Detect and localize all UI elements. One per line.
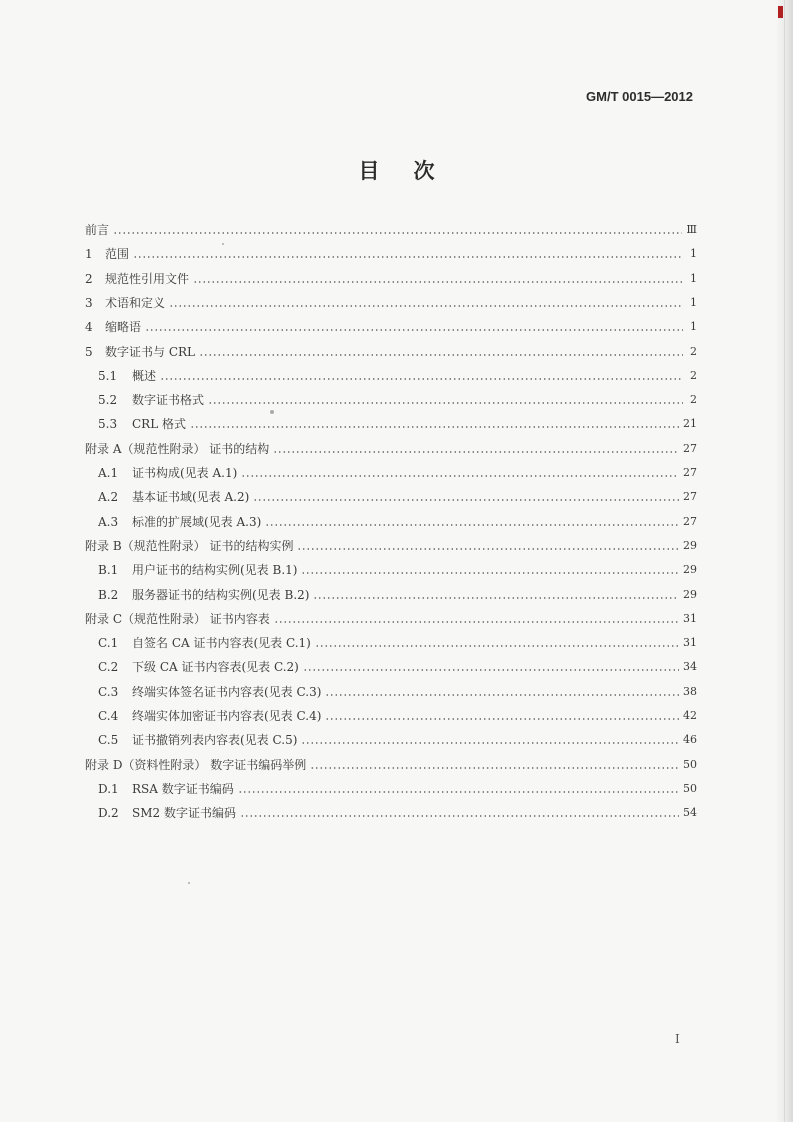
toc-leader-dots (265, 524, 679, 526)
toc-entry-page: 50 (683, 757, 697, 771)
toc-leader-dots (241, 475, 679, 477)
toc-entry (98, 803, 697, 821)
toc-entry (85, 317, 697, 335)
toc-entry-number: A.3 (98, 514, 119, 529)
toc-entry (85, 439, 697, 457)
toc-entry-page: 27 (683, 514, 697, 528)
toc-entry-number: 5.2 (98, 393, 118, 408)
toc-entry-page: 1 (690, 271, 697, 285)
toc-leader-dots (313, 597, 679, 599)
toc-entry-page: 1 (690, 320, 697, 334)
toc-leader-dots (253, 499, 679, 501)
toc-leader-dots (193, 281, 683, 283)
toc-entry-page: 2 (690, 344, 697, 358)
toc-entry-label: 基本证书域(见表 A.2) (132, 490, 250, 505)
toc-entry (85, 609, 697, 627)
toc-leader-dots (169, 305, 683, 307)
toc-leader-dots (160, 378, 683, 380)
toc-entry (98, 706, 697, 724)
toc-entry (85, 342, 697, 360)
toc-leader-dots (297, 548, 679, 550)
toc-entry-label: 数字证书与 CRL (105, 344, 196, 359)
scan-speck (222, 243, 224, 245)
toc-entry-label: 附录 B（规范性附录） 证书的结构实例 (85, 538, 294, 553)
toc-entry-page: 29 (683, 563, 697, 577)
toc-entry-page: 50 (683, 781, 697, 795)
toc-entry-number: B.2 (98, 587, 119, 602)
toc-entry-number: C.3 (98, 684, 119, 699)
toc-entry-number: C.5 (98, 733, 119, 748)
toc-entry (98, 682, 697, 700)
toc-leader-dots (113, 232, 682, 234)
scan-edge-mark (778, 6, 783, 18)
toc-leader-dots (310, 767, 679, 769)
toc-entry (98, 487, 697, 505)
toc-entry (98, 414, 697, 432)
toc-entry (85, 755, 697, 773)
toc-entry (98, 779, 697, 797)
toc-leader-dots (208, 402, 683, 404)
toc-entry-label: 概述 (132, 368, 157, 383)
toc-entry-number: D.1 (98, 781, 119, 796)
toc-entry-page: 31 (683, 636, 697, 650)
toc-entry (98, 512, 697, 530)
toc-entry-page: 29 (683, 538, 697, 552)
toc-leader-dots (325, 718, 679, 720)
toc-entry (85, 536, 697, 554)
toc-entry (98, 366, 697, 384)
toc-entry-number: C.4 (98, 709, 119, 723)
toc-entry-label: 数字证书格式 (132, 393, 205, 408)
toc-entry-label: 缩略语 (105, 320, 142, 335)
toc-entry (85, 269, 697, 287)
toc-leader-dots (274, 621, 679, 623)
toc-leader-dots (145, 329, 683, 331)
toc-entry-number: 2 (85, 271, 93, 286)
toc-entry-label: 标准的扩展域(见表 A.3) (132, 514, 262, 529)
toc-leader-dots (303, 669, 679, 671)
toc-entry-page: 1 (690, 247, 697, 261)
toc-entry-page: Ⅲ (686, 223, 697, 236)
toc-entry-page: 21 (683, 417, 697, 431)
toc-entry-label: 证书撤销列表内容表(见表 C.5) (132, 733, 298, 748)
page-number: I (675, 1032, 680, 1046)
toc-leader-dots (315, 645, 679, 647)
toc-entry-page: 1 (690, 295, 697, 309)
toc-entry-label: CRL 格式 (132, 417, 187, 432)
toc-entry-label: 用户证书的结构实例(见表 B.1) (132, 563, 298, 578)
toc-entry-page: 46 (683, 733, 697, 747)
toc-entry-number: A.1 (98, 466, 119, 480)
toc-leader-dots (240, 815, 679, 817)
toc-entry-page: 2 (690, 393, 697, 407)
toc-entry-label: 自签名 CA 证书内容表(见表 C.1) (132, 636, 311, 651)
toc-entry-number: C.1 (98, 636, 119, 651)
toc-leader-dots (199, 354, 683, 356)
toc-leader-dots (301, 742, 679, 744)
standard-code: GM/T 0015—2012 (586, 89, 693, 104)
toc-entry-number: 4 (85, 320, 93, 335)
toc-leader-dots (190, 426, 679, 428)
toc-leader-dots (273, 451, 679, 453)
toc-entry (98, 657, 697, 675)
toc-entry-page: 2 (690, 368, 697, 382)
toc-entry-number: 3 (85, 295, 93, 310)
toc-entry (98, 633, 697, 651)
toc-entry-label: 下级 CA 证书内容表(见表 C.2) (132, 660, 299, 675)
toc-entry-label: 终端实体签名证书内容表(见表 C.3) (132, 684, 322, 699)
toc-entry-number: 5 (85, 344, 93, 359)
toc-entry-page: 29 (683, 587, 697, 601)
toc-entry-label: 证书构成(见表 A.1) (132, 466, 238, 480)
toc-entry-number: 5.1 (98, 368, 118, 383)
toc-entry-page: 54 (683, 806, 697, 820)
toc-leader-dots (133, 256, 683, 258)
toc-entry (98, 730, 697, 748)
toc-entry-label: 终端实体加密证书内容表(见表 C.4) (132, 709, 322, 723)
scan-speck (270, 410, 274, 414)
toc-leader-dots (301, 572, 679, 574)
toc-leader-dots (325, 694, 679, 696)
toc-entry-label: SM2 数字证书编码 (132, 806, 236, 821)
toc-entry-page: 31 (683, 611, 697, 625)
page-title: 目次 (358, 159, 469, 183)
toc-entry-page: 38 (683, 684, 697, 698)
toc-entry (98, 585, 697, 603)
scan-speck (188, 882, 190, 884)
toc-entry-label: 术语和定义 (105, 295, 166, 310)
toc-entry (98, 560, 697, 578)
toc-entry (85, 293, 697, 311)
toc-entry (98, 463, 697, 481)
toc-entry-number: C.2 (98, 660, 119, 675)
toc-entry-label: 规范性引用文件 (105, 271, 190, 286)
toc-entry-page: 27 (683, 466, 697, 479)
toc-entry-number: A.2 (98, 490, 119, 505)
toc-leader-dots (238, 791, 679, 793)
toc-entry-page: 27 (683, 441, 697, 455)
toc-entry-label: 附录 C（规范性附录） 证书内容表 (85, 611, 270, 626)
toc-entry-label: 前言 (85, 223, 110, 237)
toc-entry (98, 390, 697, 408)
toc-entry-label: 附录 D（资料性附录） 数字证书编码举例 (85, 757, 307, 772)
toc-entry-page: 27 (683, 490, 697, 504)
toc-entry-label: RSA 数字证书编码 (132, 781, 234, 796)
toc-entry (85, 220, 697, 238)
toc-entry-page: 42 (683, 709, 697, 722)
toc-entry (85, 244, 697, 262)
toc-entry-number: D.2 (98, 806, 119, 821)
toc-entry-number: B.1 (98, 563, 119, 578)
toc-entry-number: 1 (85, 247, 93, 262)
toc-entry-number: 5.3 (98, 417, 118, 432)
toc-entry-label: 附录 A（规范性附录） 证书的结构 (85, 441, 270, 456)
toc-entry-label: 范围 (105, 247, 130, 262)
toc-entry-page: 34 (683, 660, 697, 674)
toc-entry-label: 服务器证书的结构实例(见表 B.2) (132, 587, 310, 602)
